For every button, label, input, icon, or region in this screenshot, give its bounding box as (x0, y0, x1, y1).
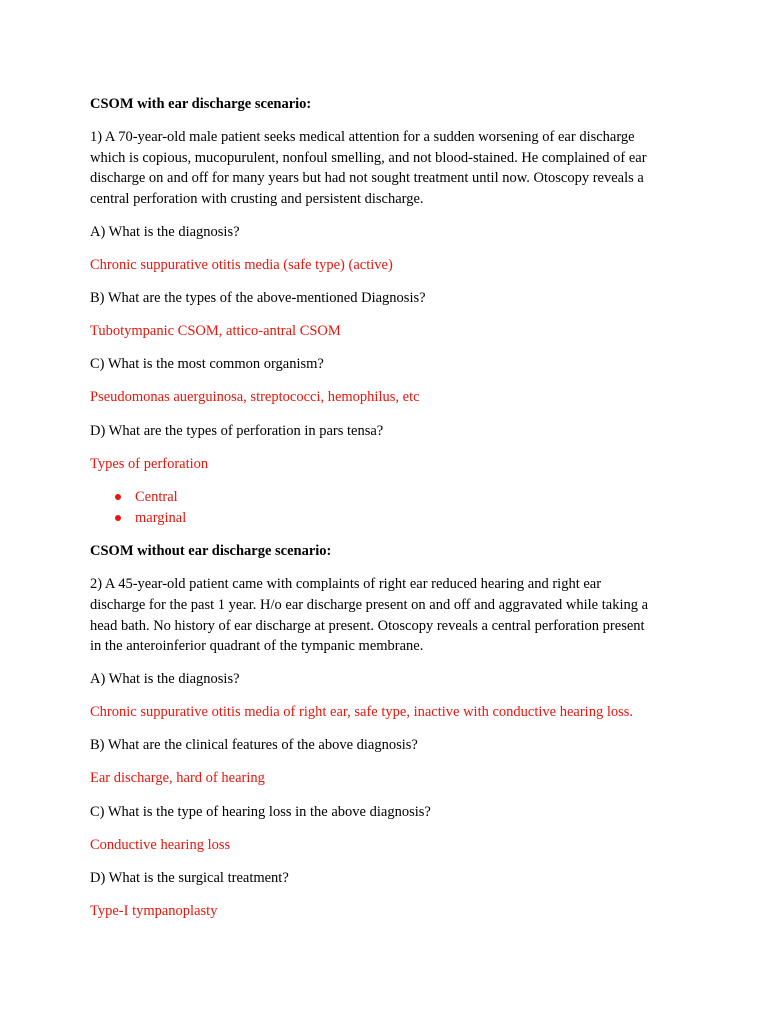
scenario-1-heading: CSOM with ear discharge scenario: (90, 96, 312, 112)
answer: Chronic suppurative otitis media (safe type) (active) (90, 257, 393, 274)
scenario-1-case (90, 127, 690, 209)
case-line: in the anteroinferior quadrant of the tympanic membrane. (90, 638, 424, 655)
case-line: discharge on and off for many years but had not sought treatment until now. Otoscopy reveals a (90, 170, 644, 187)
case-line: 1) A 70-year-old male patient seeks medical attention for a sudden worsening of ear discharge (90, 129, 635, 146)
scenario-2-case (90, 574, 690, 656)
answer: Ear discharge, hard of hearing (90, 770, 265, 787)
list-item (90, 487, 690, 508)
question: D) What are the types of perforation in pars tensa? (90, 422, 384, 439)
case-line: head bath. No history of ear discharge at present. Otoscopy reveals a central perforation present (90, 617, 645, 634)
case-line: which is copious, mucopurulent, nonfoul smelling, and not blood-stained. He complained of ear (90, 149, 647, 166)
case-line: central perforation with crusting and persistent discharge. (90, 190, 424, 207)
answer: Chronic suppurative otitis media of right ear, safe type, inactive with conductive hearing loss. (90, 704, 634, 721)
scenario-2-heading: CSOM without ear discharge scenario: (90, 543, 332, 560)
question: C) What is the type of hearing loss in the above diagnosis? (90, 803, 431, 820)
question: C) What is the most common organism? (90, 356, 324, 373)
question: B) What are the types of the above-mentioned Diagnosis? (90, 290, 426, 307)
perforation-types-list (90, 487, 690, 529)
question: A) What is the diagnosis? (90, 671, 240, 688)
list-item-label: marginal (135, 509, 187, 526)
list-item (90, 508, 690, 529)
case-line: 2) A 45-year-old patient came with complaints of right ear reduced hearing and right ear (90, 576, 602, 593)
answer: Conductive hearing loss (90, 836, 231, 853)
bullet-icon (115, 515, 121, 521)
answer: Type-I tympanoplasty (90, 902, 218, 919)
question: B) What are the clinical features of the above diagnosis? (90, 737, 418, 754)
question: D) What is the surgical treatment? (90, 869, 289, 886)
answer: Tubotympanic CSOM, attico-antral CSOM (90, 323, 341, 340)
question: A) What is the diagnosis? (90, 223, 240, 240)
answer: Types of perforation (90, 455, 209, 472)
document-page (90, 94, 690, 921)
list-item-label: Central (135, 488, 178, 505)
answer: Pseudomonas auerguinosa, streptococci, hemophilus, etc (90, 389, 420, 406)
bullet-icon (115, 494, 121, 500)
case-line: discharge for the past 1 year. H/o ear discharge present on and off and aggravated while taking a (90, 596, 649, 613)
